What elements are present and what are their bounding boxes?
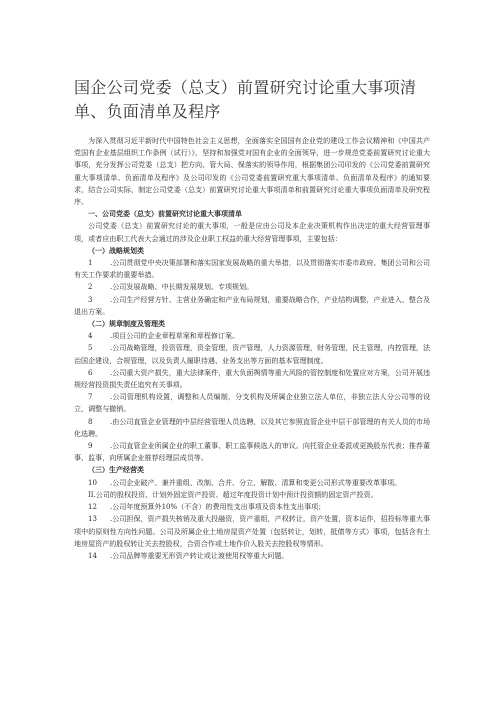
list-item bbox=[74, 294, 430, 318]
list-item: II.公司的股权投资、计划外固定资产投资、超过年度投资计划中预计投资额的固定资产投资。 bbox=[88, 489, 378, 499]
item-number: 14 bbox=[88, 550, 97, 560]
list-item bbox=[74, 367, 430, 391]
item-number: 6 bbox=[88, 367, 93, 377]
list-item bbox=[74, 501, 430, 513]
item-text: .公司贯彻党中央决策部署和落实国家发展战略的重大举措，以及贯彻落实市委市政府、集团公司和公司有关工作要求的重要举措。 bbox=[74, 258, 430, 280]
item-number: 1 bbox=[88, 258, 93, 268]
item-number: 13 bbox=[88, 514, 97, 524]
item-text: .公司担保，资产损失核销及重大投融资，资产重组，产权转让，资产处置，资本运作，招投标等重大事项中的原则性方向性问题。公司及所属企业土地房屋资产处置（包括转让，划转，抵债等方式）事项，包括含有土地房屋资产的股权转让关去控股权，合资合作或土地作价入股关去控股权等情形。 bbox=[74, 514, 430, 548]
section-heading-1: 一、公司党委（总支）前置研究讨论重大事项清单 bbox=[88, 210, 242, 219]
list-item bbox=[74, 342, 430, 366]
item-text: .公司重大资产损失，重大法律案件，重大负面舆情等重大风险的管控制度和处置应对方案，公司开展违规经营投资损失责任追究有关事项。 bbox=[74, 367, 430, 390]
item-text: .公司企业破产、兼并重组、改制、合并、分立、解散、清算和变更公司形式等重要改革事项。 bbox=[110, 477, 402, 487]
list-item bbox=[74, 550, 430, 562]
item-number: 5 bbox=[88, 343, 93, 353]
list-item bbox=[74, 281, 430, 293]
section-1-paragraph: 公司党委（总支）前置研究讨论的重大事项，一般是应由公司及本企业决策机构作出决定的重大经营管理事项，或者应由职工代表大会通过的涉及企业职工权益的重大经营管理事项，主要包括： bbox=[74, 221, 430, 243]
list-item bbox=[74, 257, 430, 281]
list-item bbox=[74, 391, 430, 415]
item-text: .由公司直管企业管理的中层经营管理人员选聘，以及其它参照直管企业中层干部管理的有关人员的市场化选聘。 bbox=[74, 416, 430, 438]
intro-paragraph: 为深入贯彻习近平新时代中国特色社会主义思想，全面落实全国国有企业党的建设工作会议精神和《中国共产党国有企业基层组织工作条例（试行）》，坚持和加强党对国有企业的全面领导，进一步规范党委前置研究讨论重大事项，充分发挥公司党委（总支）把方向、管大局、保落实的领导作用，根据集团公司印发的《公司党委前置研究重大事项清单、负面清单及程序》及公司印发的《公司党委前置研究重大事项清单、负面清单及程序》的通知要求，结合公司实际，制定公司党委（总支）前置研究讨论重大事项清单和前置研究讨论重大事项负面清单及研究程序。 bbox=[74, 136, 430, 207]
list-item bbox=[74, 440, 430, 464]
document-body bbox=[74, 135, 430, 562]
item-text: .公司品牌等重要无形资产转让或让渡使用权等重大问题。 bbox=[110, 550, 289, 560]
list-item bbox=[74, 416, 430, 440]
item-text: .公司年度预算外10%（不含）的费用性支出事项及资本性支出事项； bbox=[110, 502, 326, 512]
item-number: 7 bbox=[88, 392, 93, 402]
subsection-heading-strategy: （一）战略规划类 bbox=[88, 246, 144, 255]
item-text: .项目公司的企业章程草案和章程修订案。 bbox=[110, 331, 240, 341]
item-number: 4 bbox=[88, 331, 93, 341]
list-item bbox=[74, 477, 430, 489]
item-number: 2 bbox=[88, 282, 93, 292]
item-text: .公司直管企业所属企业的职工董事、职工监事候选人的审议。向托管企业委派或更换股东代表；推荐董事、监事，向所属企业推荐经理层成员等。 bbox=[74, 441, 430, 463]
subsection-heading-rules: （二）规章制度及管理类 bbox=[88, 320, 165, 329]
item-number: 12 bbox=[88, 502, 97, 512]
item-number: 3 bbox=[88, 294, 93, 304]
item-text: .公司战略管理，投资管理，资金管理，资产管理，人力资源管理，财务管理，民主管理，内控管理，法治国企建设，合规管理，以及负责人履职待遇、业务支出等方面的基本管理制度。 bbox=[74, 343, 430, 365]
item-number: 9 bbox=[88, 441, 93, 451]
item-number: 10 bbox=[88, 477, 97, 487]
item-number: 8 bbox=[88, 416, 93, 426]
document-title: 国企公司党委（总支）前置研究讨论重大事项清单、负面清单及程序 bbox=[74, 78, 417, 121]
list-item bbox=[74, 330, 430, 342]
item-text: .公司发展战略、中长期发展规划、专项规划。 bbox=[110, 282, 254, 292]
item-text: .公司管理机构设置，调整和人员编制，分支机构及所属企业独立法人单位，非独立法人分公司等的设立，调整与撤销。 bbox=[74, 392, 430, 414]
item-text: .公司生产经营方针、主营业务确定和产业布局规划，重要战略合作，产业结构调整，产业进入、整合及退出方案。 bbox=[74, 294, 430, 316]
list-item bbox=[74, 513, 430, 550]
subsection-heading-operations: （三）生产经营类 bbox=[88, 466, 144, 475]
